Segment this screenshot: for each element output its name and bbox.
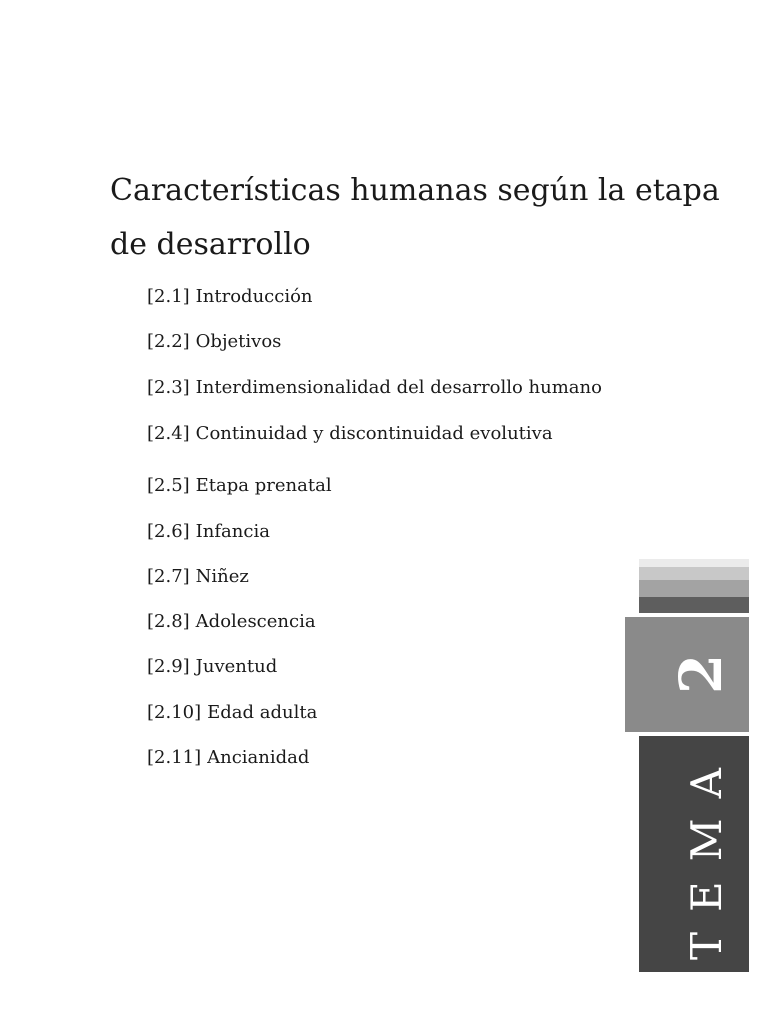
tab-stripe-medium (639, 580, 749, 597)
toc-item[interactable] (147, 283, 313, 311)
toc-item[interactable] (147, 472, 332, 500)
toc-item-number: [2.9] (147, 656, 190, 677)
toc-item-label: Niñez (195, 566, 249, 587)
page-title: Características humanas según la etapa de desarrollo (110, 173, 720, 262)
toc-item-label: Edad adulta (207, 702, 318, 723)
toc-item[interactable] (147, 420, 553, 448)
toc-item-label: Interdimensionalidad del desarrollo humano (195, 377, 602, 398)
toc-item-label: Introducción (195, 286, 313, 307)
toc-item-number: [2.11] (147, 747, 202, 768)
toc-item-number: [2.10] (147, 702, 202, 723)
toc-item-number: [2.3] (147, 377, 190, 398)
toc-item[interactable] (147, 518, 270, 546)
toc-item-label: Juventud (195, 656, 278, 677)
toc-item[interactable] (147, 374, 602, 402)
toc-item[interactable] (147, 653, 277, 681)
toc-item-label: Etapa prenatal (195, 475, 332, 496)
toc-item-number: [2.2] (147, 331, 190, 352)
toc-item-number: [2.5] (147, 475, 190, 496)
toc-item[interactable] (147, 608, 316, 636)
toc-item-number: [2.1] (147, 286, 190, 307)
toc-item-number: [2.8] (147, 611, 190, 632)
toc-item[interactable] (147, 699, 317, 727)
toc-item[interactable] (147, 744, 309, 772)
tab-stripe-lightest (639, 559, 749, 567)
toc-item-label: Infancia (195, 521, 270, 542)
toc-item-label: Ancianidad (207, 747, 310, 768)
toc-item[interactable] (147, 328, 281, 356)
toc-item-number: [2.4] (147, 423, 190, 444)
chapter-label: TEMA (682, 747, 731, 961)
toc-item-number: [2.6] (147, 521, 190, 542)
toc-item[interactable] (147, 563, 249, 591)
chapter-number: 2 (667, 653, 735, 695)
toc-item-label: Continuidad y discontinuidad evolutiva (195, 423, 553, 444)
tab-stripe-dark (639, 597, 749, 613)
tab-stripe-light (639, 567, 749, 580)
toc-item-label: Objetivos (195, 331, 282, 352)
toc-item-number: [2.7] (147, 566, 190, 587)
chapter-label-box (639, 736, 749, 972)
chapter-number-box (625, 617, 749, 732)
toc-item-label: Adolescencia (195, 611, 316, 632)
